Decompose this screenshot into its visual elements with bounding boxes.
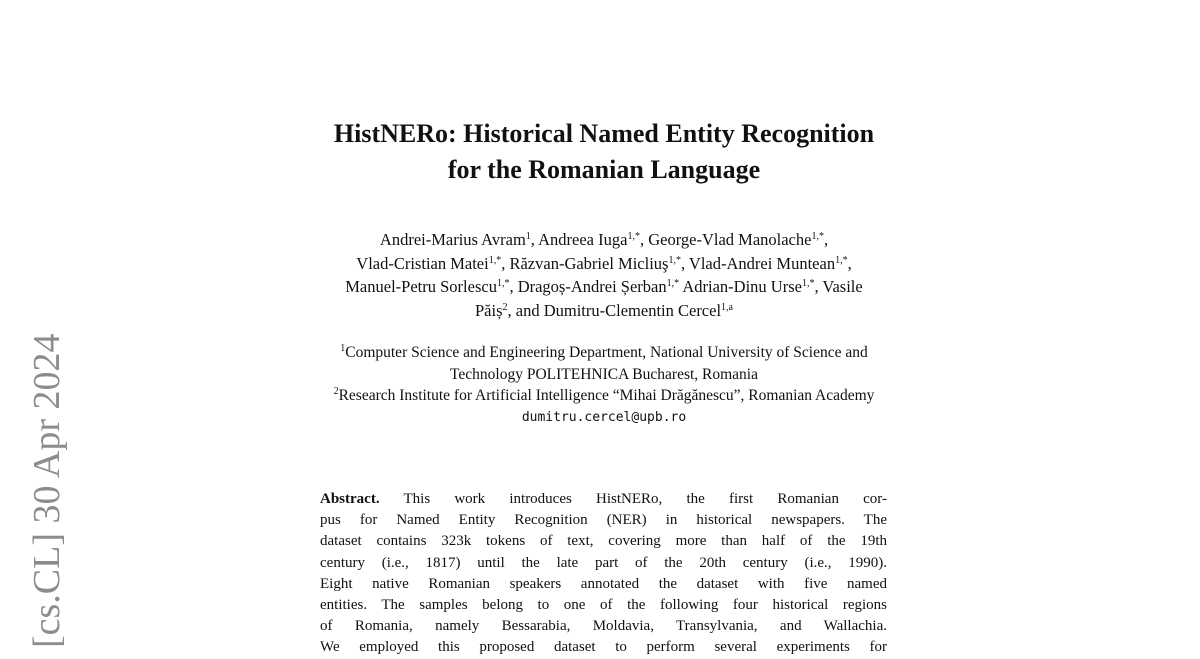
author-sep: , Vasile <box>814 277 863 296</box>
abstract <box>320 489 887 659</box>
author-name: , Andreea Iuga <box>530 230 628 249</box>
author-line <box>250 228 958 252</box>
author-affil-mark: 1,a <box>721 301 733 313</box>
author-name: Andrei-Marius Avram <box>379 230 526 249</box>
author-name: , George-Vlad Manolache <box>639 230 812 249</box>
author-name: , Vlad-Andrei Muntean <box>680 253 836 273</box>
affiliation-1-cont: Technology POLITEHNICA Bucharest, Romania <box>450 365 758 383</box>
author-affil-mark: 1,* <box>811 231 824 242</box>
abstract-line: pus for Named Entity Recognition (NER) in historical newspapers. The <box>320 512 887 529</box>
abstract-line: entities. The samples belong to one of the following four historical regions <box>320 597 887 614</box>
author-list <box>250 228 958 322</box>
contact-email[interactable]: dumitru.cercel@upb.ro <box>521 409 687 425</box>
abstract-line: century (i.e., 1817) until the late part of the 20th century (i.e., 1990). <box>320 554 887 571</box>
author-name: , Dragoș-Andrei Șerban <box>509 277 667 296</box>
abstract-line: We employed this proposed dataset to perform several experiments for <box>320 639 887 656</box>
author-name: Manuel-Petru Sorlescu <box>345 277 497 296</box>
author-affil-mark: 1,* <box>801 278 815 289</box>
author-affil-mark: 2 <box>502 301 508 313</box>
author-affil-mark: 1 <box>525 231 531 242</box>
affiliations <box>250 342 958 428</box>
title-line-2: for the Romanian Language <box>447 155 761 184</box>
author-name: Păiș <box>475 300 503 320</box>
affiliation-2 <box>250 385 958 407</box>
author-line <box>250 252 958 276</box>
affil-mark: 1 <box>340 343 346 354</box>
author-name: Adrian-Dinu Urse <box>679 277 802 296</box>
author-affil-mark: 1,* <box>835 254 848 266</box>
author-affil-mark: 1,* <box>488 254 502 266</box>
abstract-line: dataset contains 323k tokens of text, covering more than half of the 19th <box>320 533 887 550</box>
author-affil-mark: 1,* <box>668 254 681 266</box>
paper-title <box>250 116 958 188</box>
affil-mark: 2 <box>333 386 339 397</box>
affil-text: Research Institute for Artificial Intelligence “Mihai Drăgănescu”, Romanian Academy <box>338 387 875 404</box>
title-line-1: HistNERo: Historical Named Entity Recognition <box>333 119 875 148</box>
arxiv-side-stamp: [cs.CL] 30 Apr 2024 <box>26 333 68 648</box>
affiliation-1 <box>250 342 958 364</box>
author-name: Vlad-Cristian Matei <box>356 253 489 273</box>
author-name: , and Dumitru-Clementin Cercel <box>507 300 722 320</box>
abstract-line <box>320 489 887 510</box>
author-sep: , <box>823 230 829 249</box>
author-line <box>250 275 958 299</box>
abstract-text: This work introduces HistNERo, the first Romanian cor- <box>379 491 887 507</box>
author-affil-mark: 1,* <box>496 278 510 289</box>
author-affil-mark: 1,* <box>627 231 640 242</box>
author-line <box>250 299 958 323</box>
abstract-label: Abstract. <box>320 491 380 507</box>
author-affil-mark: 1,* <box>666 278 680 289</box>
author-sep: , <box>847 253 852 273</box>
affil-text: Computer Science and Engineering Department, National University of Science and <box>345 344 868 361</box>
abstract-line: Eight native Romanian speakers annotated the dataset with five named <box>320 575 887 592</box>
author-name: , Răzvan-Gabriel Micliuş <box>501 253 669 273</box>
abstract-line: of Romania, namely Bessarabia, Moldavia, Transylvania, and Wallachia. <box>320 618 887 635</box>
